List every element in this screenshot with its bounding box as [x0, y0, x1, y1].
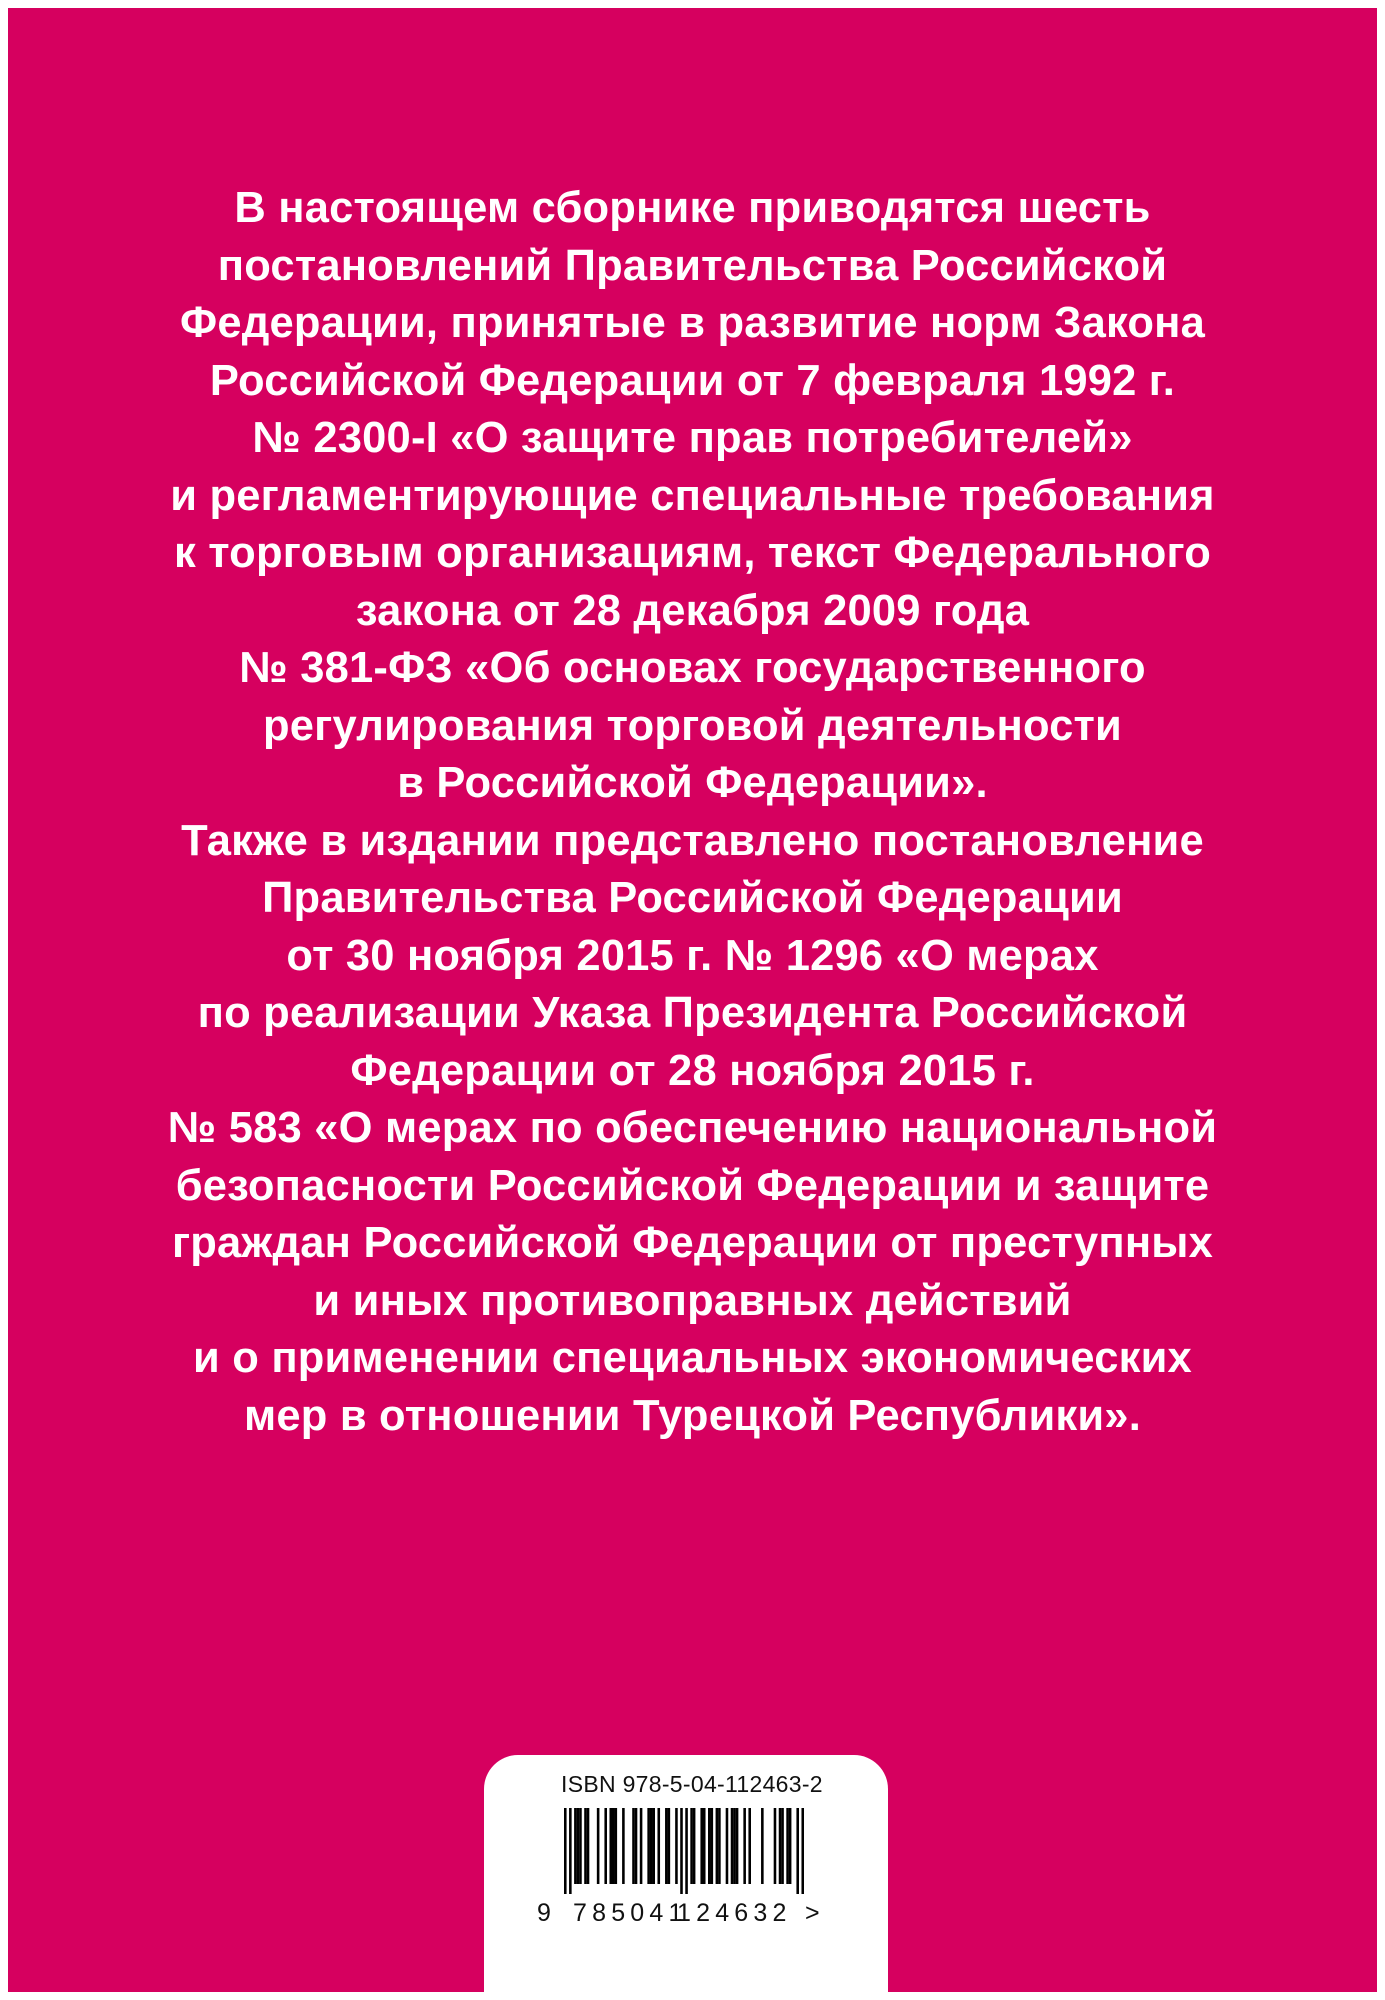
barcode-bar: [743, 1808, 746, 1884]
description-line-11: в Российской Федерации».: [397, 759, 988, 807]
barcode-bar: [635, 1808, 638, 1884]
barcode-bar: [781, 1808, 784, 1884]
barcode-bar: [657, 1808, 660, 1884]
barcode-bar: [665, 1808, 668, 1884]
barcode-bar: [733, 1808, 736, 1884]
description-line-17: № 583 «О мерах по обеспечению национальной: [167, 1104, 1218, 1152]
barcode-bar: [577, 1808, 580, 1884]
description-line-4: Российской Федерации от 7 февраля 1992 г.: [209, 356, 1176, 405]
barcode-bar: [609, 1808, 612, 1884]
description-line-13: Правительства Российской Федерации: [262, 874, 1123, 922]
barcode-bar: [668, 1808, 671, 1884]
description-line-19: граждан Российской Федерации от преступных: [171, 1219, 1214, 1267]
barcode-bar: [748, 1808, 751, 1884]
barcode-bar: [731, 1808, 734, 1884]
description-line-22: мер в отношении Турецкой Республики».: [244, 1391, 1141, 1440]
barcode-bar: [564, 1808, 567, 1894]
barcode-bar: [650, 1808, 653, 1884]
barcode-bar: [584, 1808, 587, 1884]
description-line-1: В настоящем сборнике приводятся шесть: [234, 184, 1151, 232]
barcode-bar: [690, 1808, 693, 1884]
barcode-bar: [640, 1808, 643, 1884]
barcode-bar: [700, 1808, 703, 1884]
barcode-bars: [564, 1808, 804, 1894]
cover-description: [140, 180, 1245, 1445]
description-line-16: Федерации от 28 ноября 2015 г.: [350, 1046, 1035, 1095]
ean13-barcode: [564, 1808, 804, 1894]
barcode-bar: [774, 1808, 777, 1884]
barcode-bar: [675, 1808, 678, 1884]
description-line-8: закона от 28 декабря 2009 года: [355, 586, 1030, 635]
barcode-bar: [569, 1808, 572, 1894]
description-line-14: от 30 ноября 2015 г. № 1296 «О мерах: [286, 931, 1099, 980]
barcode-bar: [726, 1808, 729, 1884]
description-line-5: № 2300-I «О защите прав потребителей»: [252, 414, 1133, 462]
description-line-12: Также в издании представлено постановление: [181, 816, 1204, 865]
barcode-bar: [711, 1808, 714, 1884]
barcode-bar: [693, 1808, 696, 1884]
barcode-bar: [604, 1808, 607, 1884]
barcode-bar: [796, 1808, 799, 1894]
description-line-21: и о применении специальных экономических: [193, 1334, 1192, 1382]
description-line-7: к торговым организациям, текст Федерального: [173, 529, 1212, 577]
barcode-bar: [685, 1808, 688, 1894]
barcode-bar: [761, 1808, 764, 1884]
barcode-bar: [597, 1808, 600, 1884]
barcode-bar: [612, 1808, 615, 1884]
barcode-bar: [716, 1808, 719, 1884]
barcode-bar: [587, 1808, 590, 1884]
barcode-bar: [647, 1808, 650, 1884]
barcode-bar: [801, 1808, 804, 1894]
barcode-quiet-zone-marker: >: [805, 1899, 820, 1927]
barcode-bar: [779, 1808, 782, 1884]
description-line-10: регулирования торговой деятельности: [263, 701, 1122, 750]
barcode-first-digit: 9: [537, 1899, 551, 1927]
barcode-bar: [786, 1808, 789, 1884]
barcode-bar: [789, 1808, 792, 1884]
description-line-2: постановлений Правительства Российской: [217, 241, 1168, 290]
barcode-bar: [574, 1808, 577, 1884]
description-line-15: по реализации Указа Президента Российской: [197, 989, 1188, 1037]
barcode-bar: [622, 1808, 625, 1884]
barcode-bar: [736, 1808, 739, 1884]
barcode-bar: [703, 1808, 706, 1884]
description-line-9: № 381-ФЗ «Об основах государственного: [239, 644, 1146, 692]
barcode-right-group: 124632: [677, 1899, 792, 1927]
description-line-18: безопасности Российской Федерации и защите: [175, 1161, 1210, 1210]
barcode-bar: [615, 1808, 618, 1884]
barcode-bar: [718, 1808, 721, 1884]
barcode-bar: [579, 1808, 582, 1884]
barcode-bar: [708, 1808, 711, 1884]
barcode-left-group: 785041: [573, 1899, 688, 1927]
isbn-label: ISBN 978-5-04-112463-2: [561, 1771, 823, 1797]
description-line-20: и иных противоправных действий: [313, 1276, 1072, 1325]
description-line-6: и регламентирующие специальные требования: [170, 471, 1215, 520]
description-line-3: Федерации, принятые в развитие норм Закона: [180, 299, 1205, 347]
barcode-bar: [632, 1808, 635, 1884]
barcode-bar: [652, 1808, 655, 1884]
barcode-bar: [680, 1808, 683, 1894]
